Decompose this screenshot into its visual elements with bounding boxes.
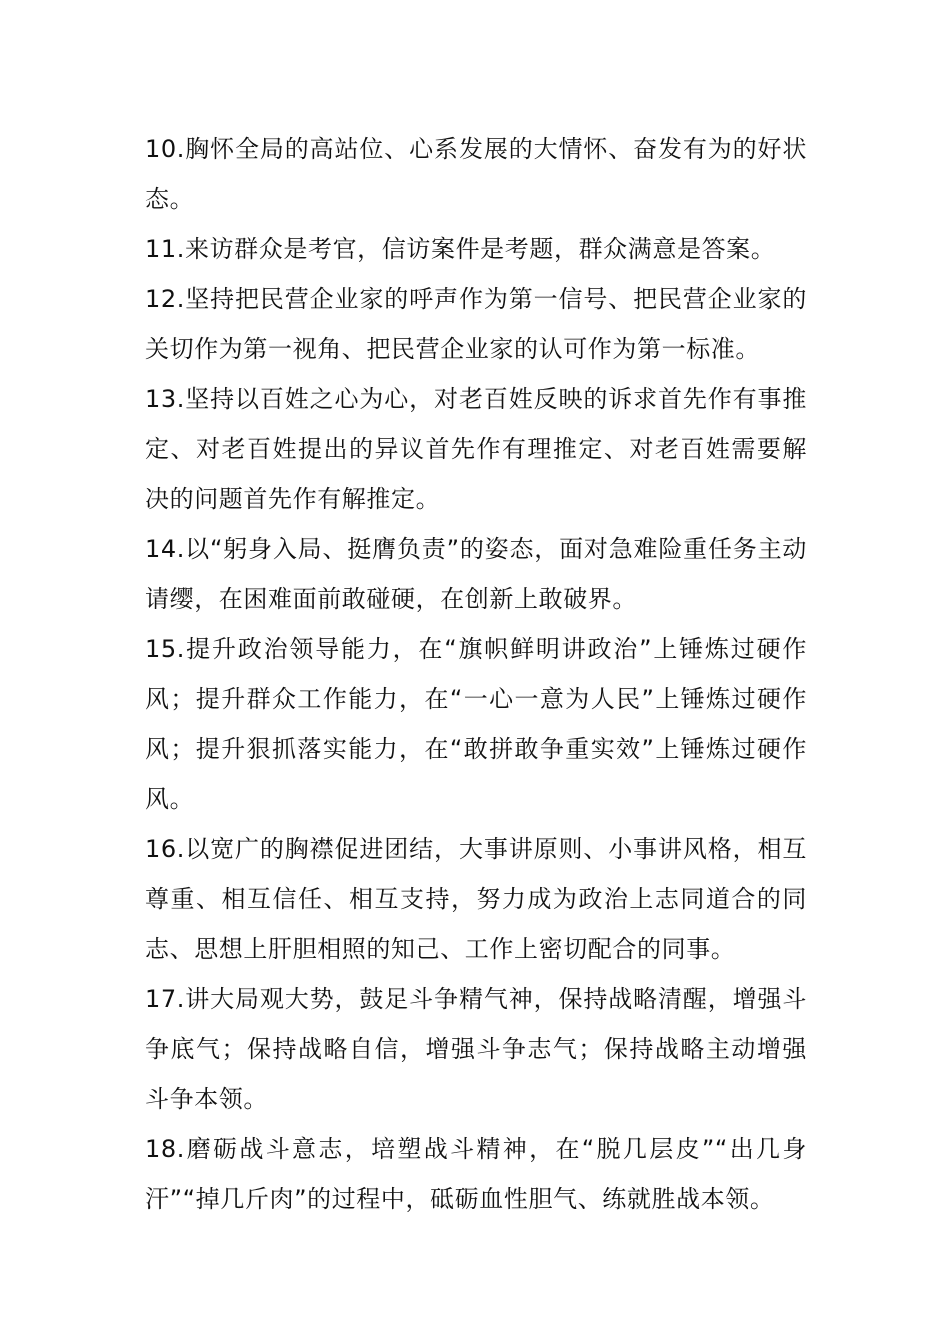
paragraph-10: 10.胸怀全局的高站位、心系发展的大情怀、奋发有为的好状态。	[145, 135, 807, 213]
paragraph-13: 13.坚持以百姓之心为心，对老百姓反映的诉求首先作有事推定、对老百姓提出的异议首先作有理推定、对老百姓需要解决的问题首先作有解推定。	[145, 385, 807, 513]
paragraph-12: 12.坚持把民营企业家的呼声作为第一信号、把民营企业家的关切作为第一视角、把民营企业家的认可作为第一标准。	[145, 285, 807, 363]
paragraph-14: 14.以“躬身入局、挺膺负责”的姿态，面对急难险重任务主动请缨，在困难面前敢碰硬，在创新上敢破界。	[145, 535, 807, 613]
paragraph-15: 15.提升政治领导能力，在“旗帜鲜明讲政治”上锤炼过硬作风；提升群众工作能力，在“一心一意为人民”上锤炼过硬作风；提升狠抓落实能力，在“敢拼敢争重实效”上锤炼过硬作风。	[145, 635, 807, 813]
document-body	[145, 124, 807, 1224]
paragraph-18: 18.磨砺战斗意志，培塑战斗精神，在“脱几层皮”“出几身汗”“掉几斤肉”的过程中，砥砺血性胆气、练就胜战本领。	[145, 1135, 807, 1213]
paragraph-17: 17.讲大局观大势，鼓足斗争精气神，保持战略清醒，增强斗争底气；保持战略自信，增强斗争志气；保持战略主动增强斗争本领。	[145, 985, 807, 1113]
paragraph-11: 11.来访群众是考官，信访案件是考题，群众满意是答案。	[145, 235, 776, 263]
paragraph-16: 16.以宽广的胸襟促进团结，大事讲原则、小事讲风格，相互尊重、相互信任、相互支持，努力成为政治上志同道合的同志、思想上肝胆相照的知己、工作上密切配合的同事。	[145, 835, 807, 963]
